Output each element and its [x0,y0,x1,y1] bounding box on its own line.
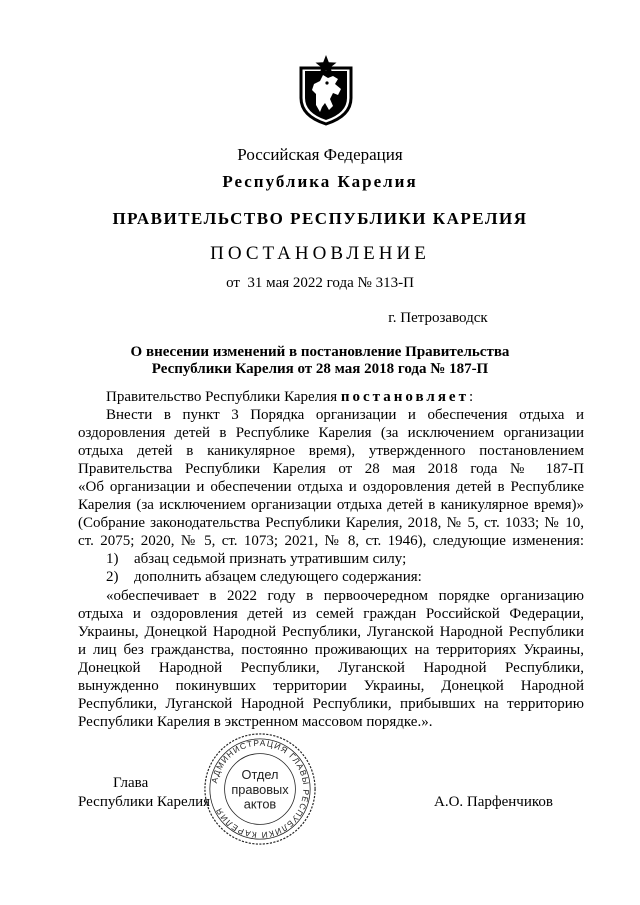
para1-line: оздоровления детей в Республике Карелия (за исключением организации [78,425,584,442]
coat-of-arms-icon [297,54,355,126]
para1-line: (Собрание законодательства Республики Карелия, 2018, № 5, ст. 1033; № 10, [78,515,584,532]
quote-line: Республики Карелия в экстренном массовом порядке.». [78,713,433,730]
government-name: ПРАВИТЕЛЬСТВО РЕСПУБЛИКИ КАРЕЛИЯ [112,209,528,228]
document-date: от 31 мая 2022 года № 313-П [226,275,414,291]
list-item-1 [78,550,584,568]
quote-line: отдыха и оздоровления детей из семей граждан Российской Федерации, [78,605,584,622]
quote-line: Украины, Донецкой Народной Республики, Луганской Народной Республики [78,623,584,640]
quote-line: «обеспечивает в 2022 году в первоочередном порядке организацию [106,587,584,604]
country-name: Российская Федерация [237,145,403,164]
para1-line: «Об организации и обеспечении отдыха и оздоровления детей в Республике [78,479,584,496]
official-stamp [201,730,319,848]
signatory-name: А.О. Парфенчиков [434,794,553,810]
document-type: ПОСТАНОВЛЕНИЕ [210,243,430,264]
para1-line: отдыха детей в каникулярное время), утвержденного постановлением [78,443,584,460]
list-item-number: 1) [106,551,119,568]
signatory-title-line-2: Республики Карелия [78,794,211,810]
list-item-2 [78,568,584,586]
list-item-text: дополнить абзацем следующего содержания: [134,569,422,586]
stamp-ring-text: АДМИНИСТРАЦИЯ ГЛАВЫ РЕСПУБЛИКИ КАРЕЛИЯ [209,737,312,841]
intro-suffix: : [468,389,474,405]
para1-line: Внести в пункт 3 Порядка организации и обеспечения отдыха и [106,407,584,424]
document-city: г. Петрозаводск [388,310,488,326]
quote-line: вынужденно покинувших территории Украины, Донецкой Народной [78,677,584,694]
stamp-text-line-3: актов [243,796,277,812]
list-item-text: абзац седьмой признать утратившим силу; [134,551,407,568]
intro-paragraph [78,388,584,406]
signatory-title-line-1: Глава [113,775,149,791]
title-line-1: О внесении изменений в постановление Правительства [130,344,510,360]
quote-line: Донецкой Народной Республики, Луганской Народной Республики, [78,659,584,676]
quote-line: Республики, Луганской Народной Республики, прибывших на территорию [78,695,584,712]
para1-line: ст. 2075; 2020, № 5, ст. 1073; 2021, № 8, ст. 1946), следующие изменения: [78,533,584,550]
intro-prefix: Правительство Республики Карелия [106,389,341,405]
title-line-2: Республики Карелия от 28 мая 2018 года № 187-П [151,361,489,377]
para1-line: Карелия (за исключением организации отдыха детей в каникулярное время)» [78,497,584,514]
stamp-text-line-1: Отдел [241,767,279,783]
quote-line: и лиц без гражданства, постоянно проживающих на территориях Украины, [78,641,584,658]
document-title [0,344,640,378]
stamp-text-line-2: правовых [231,781,289,797]
para1-line: Правительства Республики Карелия от 28 мая 2018 года № 187-П [78,461,584,478]
document-body [78,388,584,731]
intro-emphasis: постановляет [340,389,469,405]
republic-name: Республика Карелия [222,172,418,191]
list-item-number: 2) [106,569,119,586]
